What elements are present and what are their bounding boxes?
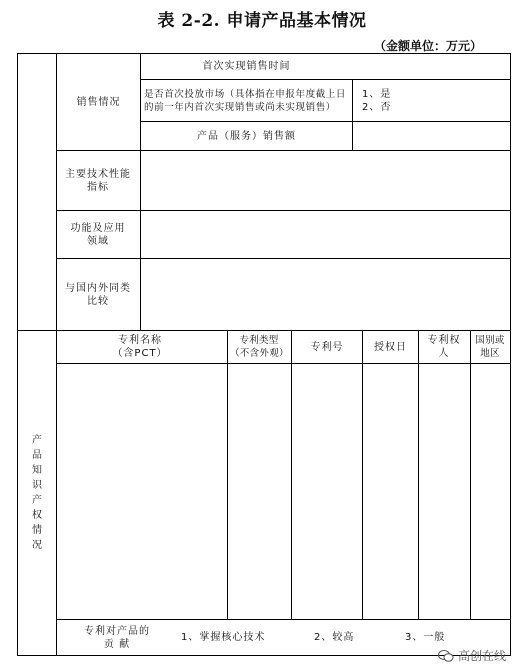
label-col-divider — [140, 53, 141, 331]
col-region: 国别或地区 — [475, 335, 505, 359]
ip-header-line — [56, 363, 511, 364]
contribution-label: 专利对产品的贡 献 — [84, 625, 150, 650]
option-col-divider — [352, 79, 353, 151]
frame-right — [510, 53, 511, 656]
sales-label: 销售情况 — [76, 96, 121, 108]
ip-col-1 — [227, 330, 228, 620]
option-no: 2、否 — [362, 101, 392, 113]
col-patent-name: 专利名称（含PCT） — [112, 335, 168, 359]
comparison-label: 与国内外同类比较 — [65, 282, 131, 307]
sales-amount-label: 产品（服务）销售额 — [197, 130, 296, 142]
ip-col-2 — [291, 330, 292, 620]
contribution-option-high: 2、较高 — [314, 632, 355, 643]
ip-col-5 — [470, 330, 471, 620]
watermark — [438, 647, 506, 664]
wechat-icon — [438, 649, 454, 663]
watermark-text: 高创在线 — [457, 649, 506, 663]
function-field-label: 功能及应用领域 — [70, 222, 126, 247]
ip-col-3 — [362, 330, 363, 620]
first-market-question: 是否首次投放市场（具体指在申报年度截上日的前一年内首次实现销售或尚未实现销售） — [144, 88, 347, 113]
unit-note: （金额单位：万元） — [373, 39, 482, 53]
col-patentee: 专利权人 — [427, 335, 461, 359]
col-patent-type: 专利类型（不含外观） — [230, 335, 289, 359]
first-market-options — [362, 80, 502, 121]
tech-indicators-label: 主要技术性能指标 — [65, 168, 131, 193]
col-patent-number: 专利号 — [310, 341, 344, 353]
first-sale-time-label: 首次实现销售时间 — [202, 61, 291, 72]
contribution-option-normal: 3、一般 — [405, 632, 446, 643]
col-grant-date: 授权日 — [374, 341, 407, 353]
option-yes: 1、是 — [362, 88, 392, 100]
ip-section-label-text: 产品知识产权情况 — [32, 435, 42, 551]
table-title: 表 2-2. 申请产品基本情况 — [157, 11, 367, 31]
ip-section-label — [18, 331, 56, 655]
frame-bottom — [17, 655, 511, 656]
ip-col-4 — [418, 330, 419, 620]
contribution-option-core: 1、掌握核心技术 — [181, 632, 266, 643]
